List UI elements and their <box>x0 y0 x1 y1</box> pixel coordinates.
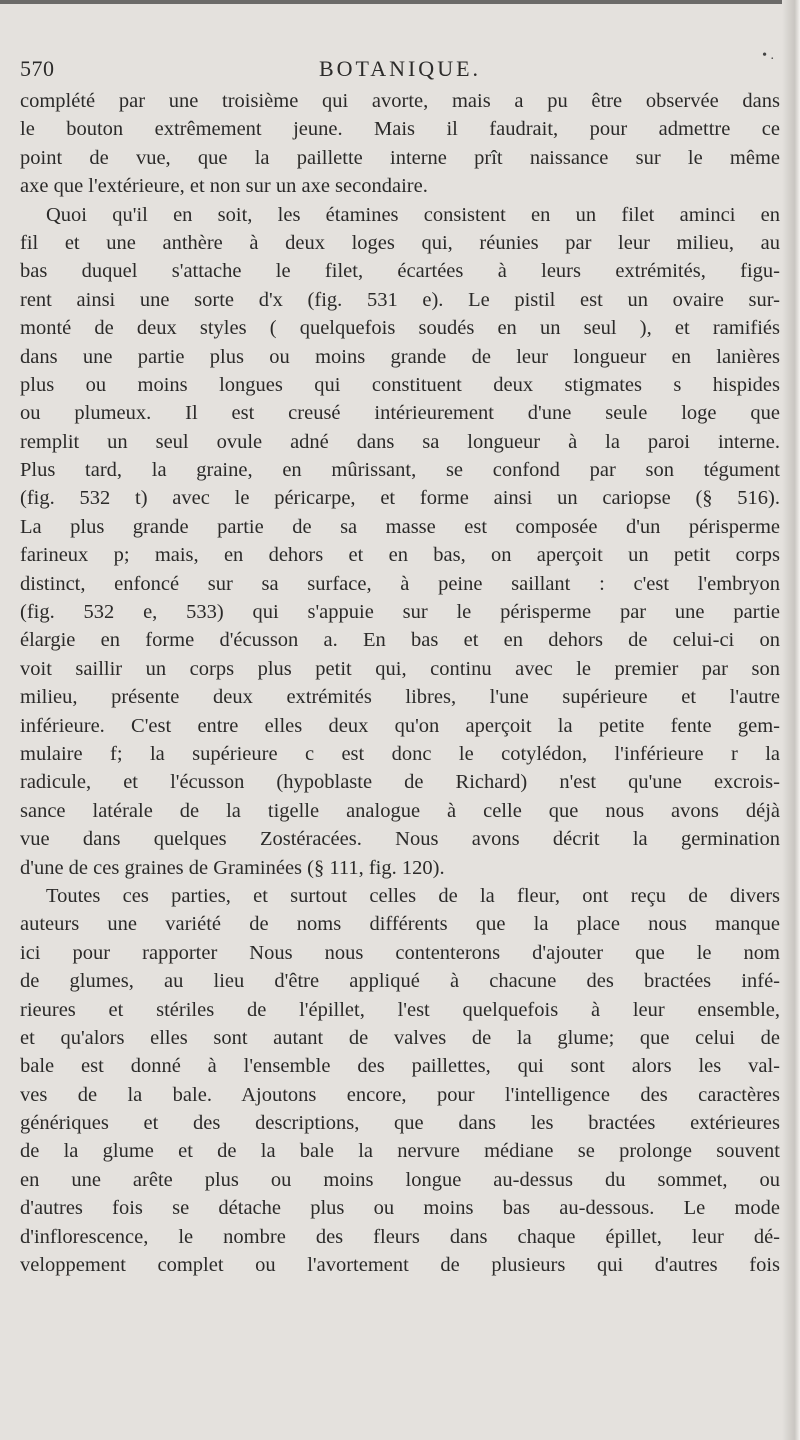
text-line: génériques et des descriptions, que dans les bractées extérieures <box>20 1112 780 1135</box>
text-line: ou plumeux. Il est creusé intérieurement d'une seule loge que <box>20 402 780 425</box>
text-line: Plus tard, la graine, en mûrissant, se confond par son tégument <box>20 459 780 482</box>
text-line: rent ainsi une sorte d'x (fig. 531 e). Le pistil est un ovaire sur- <box>20 288 780 311</box>
text-line: axe que l'extérieure, et non sur un axe secondaire. <box>20 175 428 198</box>
text-line: d'autres fois se détache plus ou moins bas au-dessous. Le mode <box>20 1197 780 1220</box>
text-line: auteurs une variété de noms différents que la place nous manque <box>20 913 780 936</box>
stray-ink-mark: • . <box>762 48 774 63</box>
page-number: 570 <box>20 56 55 81</box>
text-line: d'inflorescence, le nombre des fleurs dans chaque épillet, leur dé- <box>20 1225 780 1248</box>
text-line: veloppement complet ou l'avortement de plusieurs qui d'autres fois <box>20 1254 780 1277</box>
text-line: milieu, présente deux extrémités libres, l'une supérieure et l'autre <box>20 686 780 709</box>
text-line: La plus grande partie de sa masse est composée d'un périsperme <box>20 515 780 538</box>
text-line: en une arête plus ou moins longue au-dessus du sommet, ou <box>20 1168 780 1191</box>
text-line: fil et une anthère à deux loges qui, réunies par leur milieu, au <box>20 231 780 254</box>
text-line: monté de deux styles ( quelquefois soudés en un seul ), et ramifiés <box>20 317 780 340</box>
text-line: Quoi qu'il en soit, les étamines consistent en un filet aminci en <box>46 203 780 226</box>
text-line: élargie en forme d'écusson a. En bas et en dehors de celui-ci on <box>20 629 780 652</box>
text-line: inférieure. C'est entre elles deux qu'on aperçoit la petite fente gem- <box>20 714 780 737</box>
page-edge-shadow <box>782 0 800 1440</box>
text-line: de glumes, au lieu d'être appliqué à chacune des bractées infé- <box>20 970 780 993</box>
running-head: BOTANIQUE. <box>318 56 482 81</box>
text-line: (fig. 532 e, 533) qui s'appuie sur le périsperme par une partie <box>20 601 780 624</box>
text-line: d'une de ces graines de Graminées (§ 111, fig. 120). <box>20 856 445 879</box>
text-line: plus ou moins longues qui constituent deux stigmates s hispides <box>20 373 780 396</box>
text-line: complété par une troisième qui avorte, mais a pu être observée dans <box>20 90 780 112</box>
text-line: sance latérale de la tigelle analogue à celle que nous avons déjà <box>20 799 780 822</box>
text-line: de la glume et de la bale la nervure médiane se prolonge souvent <box>20 1140 780 1163</box>
text-line: voit saillir un corps plus petit qui, continu avec le premier par son <box>20 657 780 680</box>
body-text <box>20 87 780 1279</box>
text-line: Toutes ces parties, et surtout celles de la fleur, ont reçu de divers <box>46 884 780 907</box>
text-line: ves de la bale. Ajoutons encore, pour l'intelligence des caractères <box>20 1083 780 1106</box>
text-line: point de vue, que la paillette interne prît naissance sur le même <box>20 146 780 169</box>
text-line: le bouton extrêmement jeune. Mais il faudrait, pour admettre ce <box>20 118 780 141</box>
text-line: farineux p; mais, en dehors et en bas, on aperçoit un petit corps <box>20 544 780 567</box>
text-line: bas duquel s'attache le filet, écartées à leurs extrémités, figu- <box>20 260 780 283</box>
text-line: et qu'alors elles sont autant de valves de la glume; que celui de <box>20 1026 780 1049</box>
text-line: (fig. 532 t) avec le péricarpe, et forme ainsi un cariopse (§ 516). <box>20 487 780 510</box>
text-line: dans une partie plus ou moins grande de leur longueur en lanières <box>20 345 780 368</box>
top-border <box>0 0 800 4</box>
text-line: remplit un seul ovule adné dans sa longueur à la paroi interne. <box>20 430 780 453</box>
text-line: ici pour rapporter Nous nous contenterons d'ajouter que le nom <box>20 941 780 964</box>
text-line: vue dans quelques Zostéracées. Nous avons décrit la germination <box>20 828 780 851</box>
text-line: mulaire f; la supérieure c est donc le cotylédon, l'inférieure r la <box>20 742 780 765</box>
text-line: distinct, enfoncé sur sa surface, à peine saillant : c'est l'embryon <box>20 572 780 595</box>
text-line: rieures et stériles de l'épillet, l'est quelquefois à leur ensemble, <box>20 998 780 1021</box>
page-header <box>20 48 780 84</box>
text-line: radicule, et l'écusson (hypoblaste de Richard) n'est qu'une excrois- <box>20 771 780 794</box>
text-line: bale est donné à l'ensemble des paillettes, qui sont alors les val- <box>20 1055 780 1078</box>
